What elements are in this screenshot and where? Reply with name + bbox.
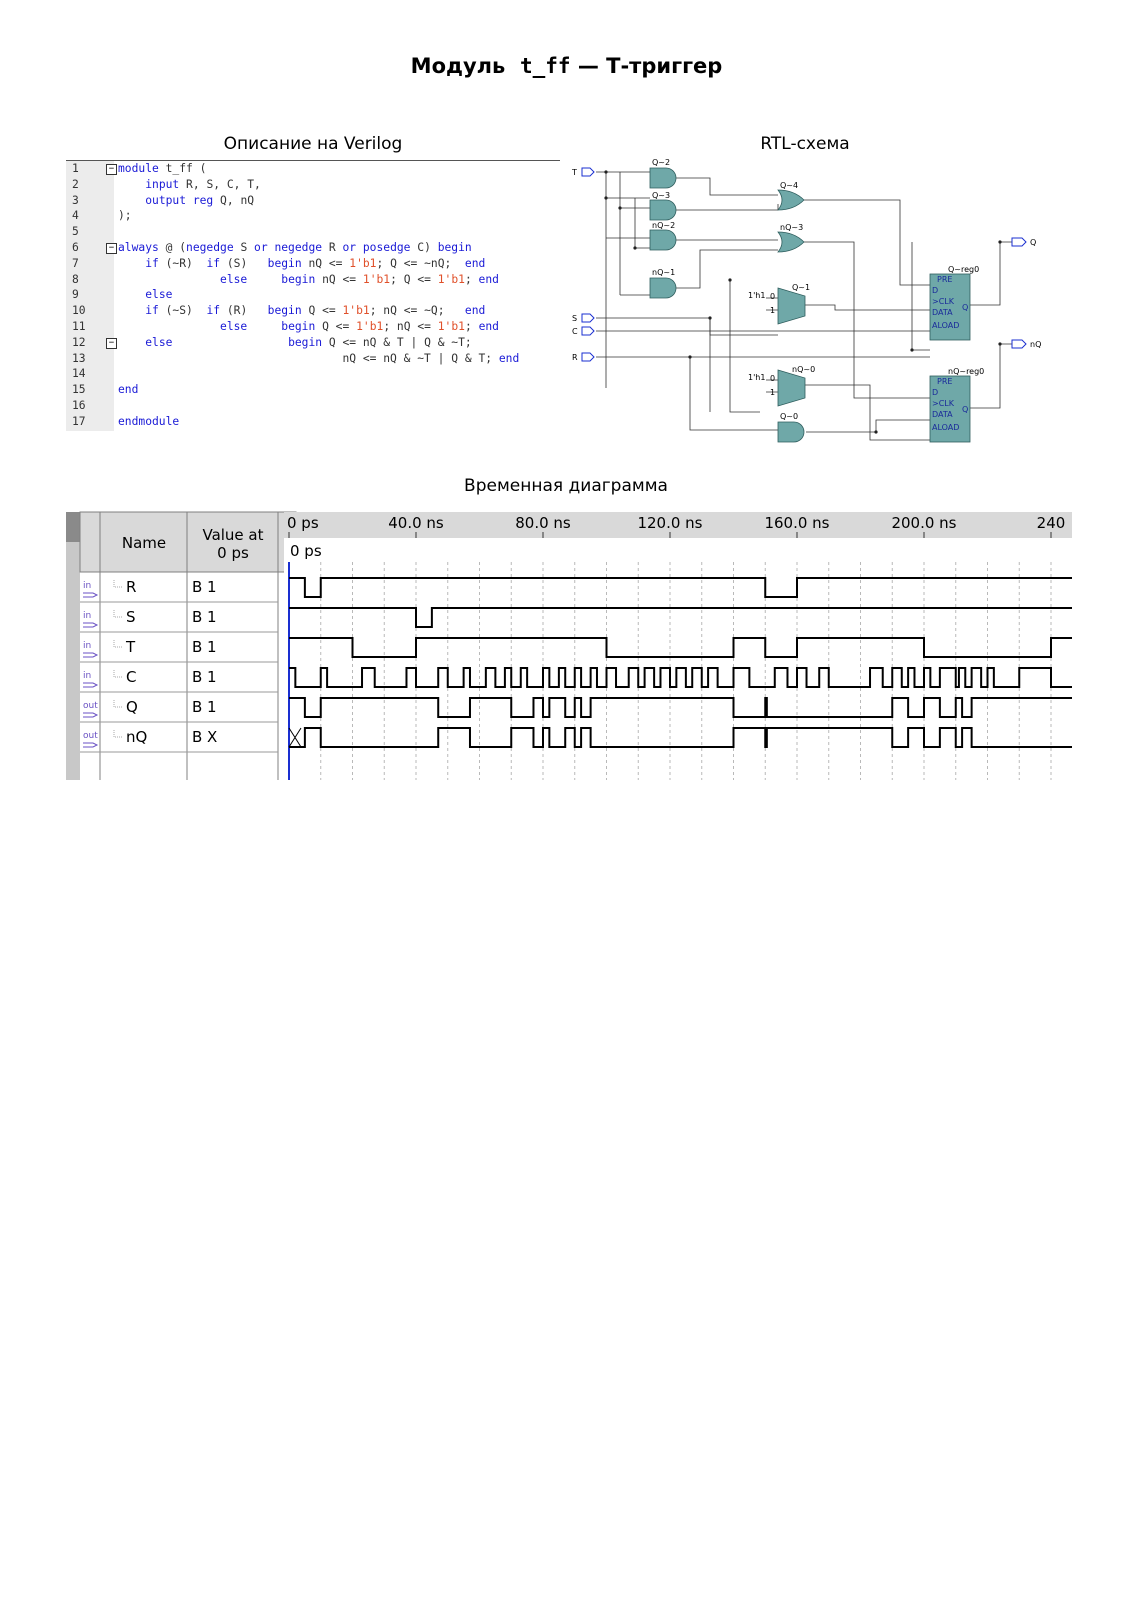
code-line <box>66 240 560 256</box>
signal-name[interactable]: nQ <box>126 728 148 746</box>
time-tick-label: 160.0 ns <box>764 514 830 532</box>
code-line <box>66 193 560 209</box>
label-mux1-pin1: 1 <box>770 306 776 315</box>
left-grip-handle[interactable] <box>66 512 80 542</box>
code-text: else begin Q <= nQ & T | Q & ~T; <box>145 335 472 349</box>
code-text: if (~S) if (R) begin Q <= 1'b1; nQ <= ~Q; end <box>145 304 486 318</box>
reg2-pin-aload: ALOAD <box>932 423 960 432</box>
signal-value: B 1 <box>192 638 217 656</box>
reg2-pin-clk: >CLK <box>932 399 954 408</box>
rtl-port-r: R <box>572 353 578 362</box>
time-tick-label: 0 ps <box>287 514 319 532</box>
signal-value: B 1 <box>192 578 217 596</box>
line-number: 17 <box>72 414 86 428</box>
code-line <box>66 351 560 367</box>
label-nq1: nQ~1 <box>652 268 676 277</box>
time-tick-label: 120.0 ns <box>637 514 703 532</box>
reg1-pin-data: DATA <box>932 308 953 317</box>
reg1-pin-clk: >CLK <box>932 297 954 306</box>
label-nq0: nQ~0 <box>792 365 816 374</box>
code-text: else begin Q <= 1'b1; nQ <= 1'b1; end <box>220 319 499 333</box>
code-line <box>66 256 560 272</box>
waveform-viewer[interactable] <box>66 512 1072 780</box>
label-mux1-pin0: 0 <box>770 292 776 301</box>
signal-value: B 1 <box>192 698 217 716</box>
reg2-pin-d: D <box>932 388 939 397</box>
or-gate-q4 <box>778 190 804 210</box>
code-line <box>66 366 560 382</box>
code-text: module t_ff ( <box>118 162 207 175</box>
left-grip[interactable] <box>66 512 80 780</box>
rtl-schematic <box>572 158 1090 460</box>
code-line <box>66 208 560 224</box>
line-number: 1 <box>72 162 79 175</box>
code-text: end <box>118 383 139 397</box>
code-line <box>66 272 560 288</box>
code-line <box>66 398 560 414</box>
reg2-pin-q: Q <box>962 405 969 414</box>
rtl-port-c: C <box>572 327 578 336</box>
line-number: 14 <box>72 367 86 381</box>
time-tick-label: 240 <box>1036 514 1066 532</box>
mux-q1 <box>778 288 805 324</box>
and-gate-q3 <box>650 200 676 220</box>
code-text: input R, S, C, T, <box>145 177 261 191</box>
time-tick-label: 40.0 ns <box>388 514 444 532</box>
fold-toggle-icon[interactable]: − <box>106 243 117 254</box>
rtl-or-gates <box>778 190 804 252</box>
label-mux-const-2: 1'h1 <box>748 373 766 382</box>
rtl-port-nq: nQ <box>1030 340 1042 349</box>
code-text: endmodule <box>118 414 180 428</box>
code-section-title: Описание на Verilog <box>223 134 403 154</box>
fold-toggle-icon[interactable]: − <box>106 338 117 349</box>
label-q-reg0: Q~reg0 <box>948 265 980 274</box>
or-gate-nq3 <box>778 232 804 252</box>
code-text: always @ (negedge S or negedge R or posedge C) begin <box>118 240 472 254</box>
line-number: 2 <box>72 177 79 191</box>
in-direction-icon: in <box>83 581 92 591</box>
signal-name[interactable]: C <box>126 668 137 686</box>
document-title <box>0 54 1133 78</box>
line-number: 4 <box>72 209 79 223</box>
rtl-port-q: Q <box>1030 238 1037 247</box>
line-number: 13 <box>72 351 86 365</box>
label-q4: Q~4 <box>780 181 799 190</box>
code-text: output reg Q, nQ <box>145 193 255 207</box>
time-tick-label: 80.0 ns <box>515 514 571 532</box>
reg1-pin-d: D <box>932 286 939 295</box>
title-suffix: — Т-триггер <box>577 54 723 78</box>
line-number: 9 <box>72 288 79 302</box>
out-direction-icon: out <box>83 701 98 711</box>
code-line <box>66 335 560 351</box>
code-text: nQ <= nQ & ~T | Q & T; end <box>118 351 520 365</box>
rtl-port-s: S <box>572 314 578 323</box>
label-q3: Q~3 <box>652 191 671 200</box>
code-line <box>66 382 560 398</box>
in-direction-icon: in <box>83 671 92 681</box>
column-value-header: Value at <box>202 526 264 544</box>
reg2-pin-data: DATA <box>932 410 953 419</box>
label-mux-const-1: 1'h1 <box>748 291 766 300</box>
signal-name[interactable]: T <box>126 638 136 656</box>
wave-section-title: Временная диаграмма <box>464 476 668 496</box>
reg1-pin-pre: PRE <box>937 275 953 284</box>
waveform-svg <box>66 512 1072 780</box>
title-prefix: Модуль <box>410 54 506 78</box>
line-number: 15 <box>72 383 86 397</box>
line-number: 5 <box>72 225 79 239</box>
code-line <box>66 161 560 177</box>
line-number: 8 <box>72 272 79 286</box>
signal-value: B 1 <box>192 608 217 626</box>
rtl-section-title: RTL-схема <box>760 134 850 154</box>
code-text: if (~R) if (S) begin nQ <= 1'b1; Q <= ~nQ; end <box>145 256 486 270</box>
code-line <box>66 224 560 240</box>
out-direction-icon: out <box>83 731 98 741</box>
code-line <box>66 319 560 335</box>
label-q0: Q~0 <box>780 412 799 421</box>
signal-name[interactable]: R <box>126 578 137 596</box>
rtl-port-t: T <box>572 168 577 177</box>
reg1-pin-q: Q <box>962 303 969 312</box>
code-lines <box>66 161 560 430</box>
reg1-pin-aload: ALOAD <box>932 321 960 330</box>
code-line <box>66 414 560 430</box>
code-line <box>66 287 560 303</box>
label-nq3: nQ~3 <box>780 223 804 232</box>
label-q1: Q~1 <box>792 283 811 292</box>
line-number: 16 <box>72 398 86 412</box>
line-number: 10 <box>72 304 86 318</box>
rtl-output-ports <box>1012 238 1041 349</box>
label-q2: Q~2 <box>652 158 671 167</box>
and-gate-nq2 <box>650 230 676 250</box>
label-nq2: nQ~2 <box>652 221 676 230</box>
column-value-time: 0 ps <box>217 544 249 562</box>
line-number: 11 <box>72 319 86 333</box>
and-gate-q0 <box>778 422 804 442</box>
label-mux2-pin0: 0 <box>770 374 776 383</box>
code-text: else begin nQ <= 1'b1; Q <= 1'b1; end <box>220 272 499 286</box>
mux-nq0 <box>778 370 805 406</box>
code-text: ); <box>118 209 132 223</box>
and-gate-nq1 <box>650 278 676 298</box>
signal-value: B X <box>192 728 218 746</box>
label-nq-reg0: nQ~reg0 <box>948 367 985 376</box>
signal-name[interactable]: S <box>126 608 136 626</box>
line-number: 3 <box>72 193 79 207</box>
and-gate-q2 <box>650 168 676 188</box>
in-direction-icon: in <box>83 611 92 621</box>
line-number: 7 <box>72 256 79 270</box>
reg2-pin-pre: PRE <box>937 377 953 386</box>
signal-name[interactable]: Q <box>126 698 138 716</box>
time-tick-label: 200.0 ns <box>891 514 957 532</box>
line-number: 6 <box>72 240 79 254</box>
rtl-schematic-svg <box>572 158 1090 460</box>
line-number: 12 <box>72 335 86 349</box>
code-line <box>66 177 560 193</box>
signal-table-header <box>80 512 296 572</box>
label-mux2-pin1: 1 <box>770 388 776 397</box>
rtl-input-ports <box>571 168 594 362</box>
signal-value: B 1 <box>192 668 217 686</box>
code-line <box>66 303 560 319</box>
title-module: t_ff <box>519 54 571 78</box>
verilog-code-editor <box>66 160 560 431</box>
in-direction-icon: in <box>83 641 92 651</box>
code-text: else <box>145 288 173 302</box>
fold-toggle-icon[interactable]: − <box>106 164 117 175</box>
rtl-muxes <box>778 288 805 406</box>
cursor-time-label: 0 ps <box>290 542 322 560</box>
column-name-header: Name <box>121 534 167 552</box>
